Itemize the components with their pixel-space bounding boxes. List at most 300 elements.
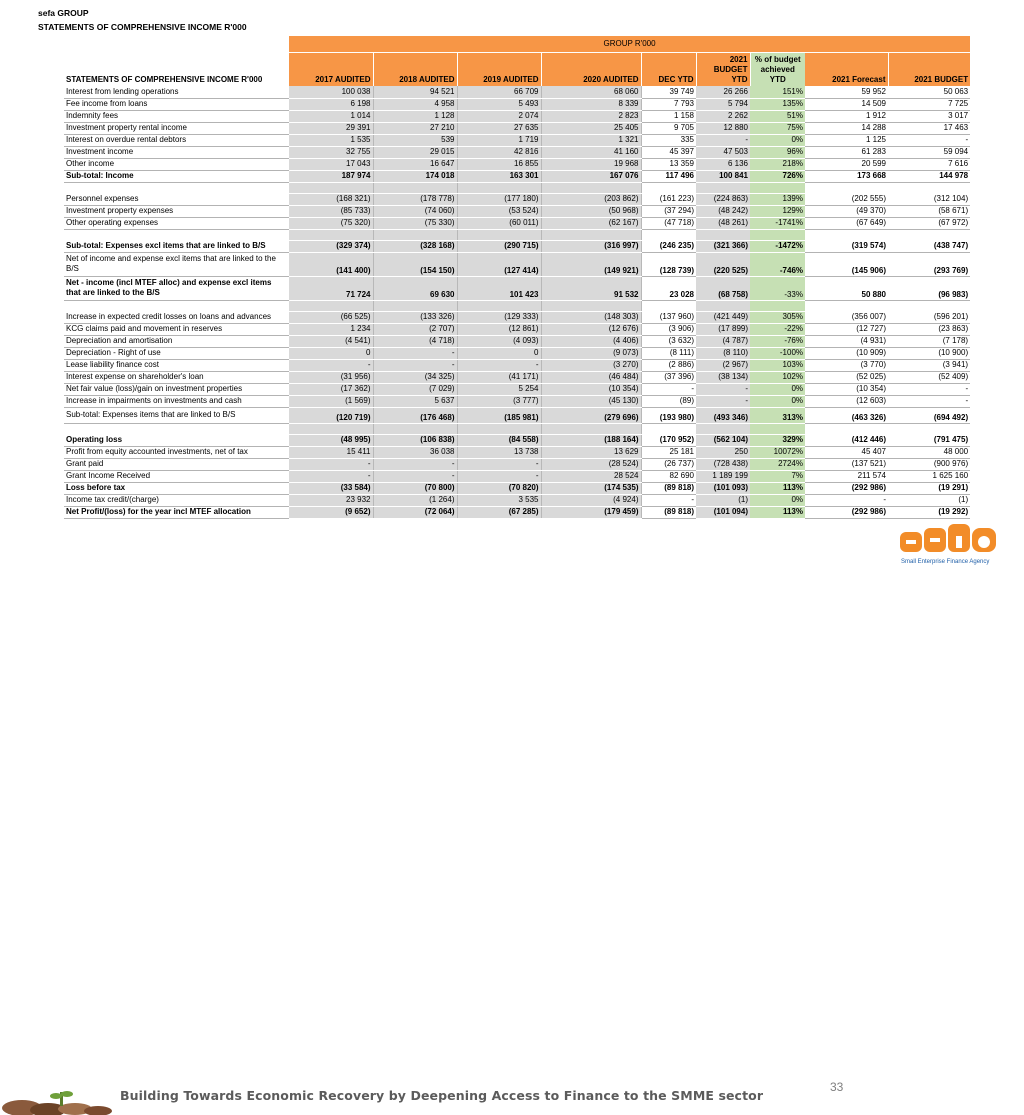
val-pct-budget: 75% [750, 122, 805, 134]
table-row [64, 311, 970, 323]
row-label: Grant Income Received [64, 470, 289, 482]
val-budget-ytd: 100 841 [696, 170, 750, 182]
val-2017: (9 652) [289, 506, 373, 518]
val-2017: (168 321) [289, 193, 373, 205]
val-forecast: (67 649) [805, 217, 888, 229]
row-label: Investment property expenses [64, 205, 289, 217]
val-pct-budget: 313% [750, 407, 805, 423]
val-2020: (62 167) [541, 217, 641, 229]
val-budget: (596 201) [888, 311, 970, 323]
income-statement-table [64, 36, 970, 519]
val-2017: 71 724 [289, 276, 373, 300]
val-pct-budget: 96% [750, 146, 805, 158]
row-label: Profit from equity accounted investments, net of tax [64, 446, 289, 458]
val-2018: (176 468) [373, 407, 457, 423]
val-forecast: (12 603) [805, 395, 888, 407]
val-budget: (96 983) [888, 276, 970, 300]
val-2018: 174 018 [373, 170, 457, 182]
table-row [64, 371, 970, 383]
val-forecast: (145 906) [805, 252, 888, 276]
val-pct-budget: 0% [750, 134, 805, 146]
val-2019: 5 493 [457, 98, 541, 110]
hands-image [0, 1088, 118, 1115]
val-2019: (12 861) [457, 323, 541, 335]
val-2019: (53 524) [457, 205, 541, 217]
val-budget: (438 747) [888, 240, 970, 252]
val-forecast: (10 354) [805, 383, 888, 395]
val-2017: 17 043 [289, 158, 373, 170]
val-budget-ytd: (101 093) [696, 482, 750, 494]
val-dec-ytd: (170 952) [641, 434, 696, 446]
val-budget: (58 671) [888, 205, 970, 217]
val-budget-ytd: (17 899) [696, 323, 750, 335]
val-forecast: (12 727) [805, 323, 888, 335]
val-2017: (4 541) [289, 335, 373, 347]
val-2018: 1 128 [373, 110, 457, 122]
table-row [64, 170, 970, 182]
table-row [64, 134, 970, 146]
val-dec-ytd: (89 818) [641, 506, 696, 518]
row-label: Net fair value (loss)/gain on investment properties [64, 383, 289, 395]
val-budget: (67 972) [888, 217, 970, 229]
val-2018: (74 060) [373, 205, 457, 217]
table-row [64, 240, 970, 252]
val-2017: 1 234 [289, 323, 373, 335]
val-2020: (188 164) [541, 434, 641, 446]
val-2019: - [457, 458, 541, 470]
table-row [64, 122, 970, 134]
val-budget: 7 616 [888, 158, 970, 170]
spacer-row [64, 182, 970, 193]
col-header-2019: 2019 AUDITED [457, 52, 541, 86]
val-2017: (33 584) [289, 482, 373, 494]
table-row [64, 146, 970, 158]
col-header-pct-budget: % of budget achieved YTD [750, 52, 805, 86]
val-forecast: 59 952 [805, 86, 888, 98]
val-2019: (41 171) [457, 371, 541, 383]
val-pct-budget: 103% [750, 359, 805, 371]
table-row [64, 359, 970, 371]
val-forecast: (463 326) [805, 407, 888, 423]
val-2018: 69 630 [373, 276, 457, 300]
val-2020: (4 924) [541, 494, 641, 506]
val-budget: 3 017 [888, 110, 970, 122]
val-pct-budget: 2724% [750, 458, 805, 470]
val-2018: - [373, 458, 457, 470]
val-2020: (46 484) [541, 371, 641, 383]
val-2018: (1 264) [373, 494, 457, 506]
val-budget-ytd: (4 787) [696, 335, 750, 347]
val-budget: 7 725 [888, 98, 970, 110]
val-2020: 1 321 [541, 134, 641, 146]
col-header-budget-ytd: 2021 BUDGET YTD [696, 52, 750, 86]
row-label: KCG claims paid and movement in reserves [64, 323, 289, 335]
val-budget: 144 978 [888, 170, 970, 182]
val-forecast: 1 912 [805, 110, 888, 122]
column-header-row [64, 52, 970, 86]
row-label: Indemnity fees [64, 110, 289, 122]
val-forecast: 45 407 [805, 446, 888, 458]
val-2019: 101 423 [457, 276, 541, 300]
table-row [64, 383, 970, 395]
val-2019: 2 074 [457, 110, 541, 122]
val-pct-budget: 113% [750, 482, 805, 494]
val-budget: (52 409) [888, 371, 970, 383]
row-label: Sub-total: Expenses items that are linked to B/S [64, 407, 289, 423]
val-dec-ytd: - [641, 494, 696, 506]
val-dec-ytd: (128 739) [641, 252, 696, 276]
val-2018: 16 647 [373, 158, 457, 170]
val-dec-ytd: (89) [641, 395, 696, 407]
val-pct-budget: 135% [750, 98, 805, 110]
val-2019: 5 254 [457, 383, 541, 395]
table-row [64, 335, 970, 347]
val-2019: - [457, 470, 541, 482]
val-budget-ytd: 1 189 199 [696, 470, 750, 482]
val-forecast: 211 574 [805, 470, 888, 482]
val-2017: - [289, 359, 373, 371]
val-2020: (12 676) [541, 323, 641, 335]
val-pct-budget: -100% [750, 347, 805, 359]
val-2018: (154 150) [373, 252, 457, 276]
val-2017: (120 719) [289, 407, 373, 423]
table-row [64, 252, 970, 276]
val-budget-ytd: 2 262 [696, 110, 750, 122]
val-2020: (149 921) [541, 252, 641, 276]
val-2019: 3 535 [457, 494, 541, 506]
val-dec-ytd: (26 737) [641, 458, 696, 470]
val-2017: (1 569) [289, 395, 373, 407]
val-dec-ytd: (89 818) [641, 482, 696, 494]
row-label: Lease liability finance cost [64, 359, 289, 371]
val-2020: 2 823 [541, 110, 641, 122]
table-row [64, 98, 970, 110]
val-2019: 16 855 [457, 158, 541, 170]
val-forecast: (49 370) [805, 205, 888, 217]
val-forecast: 1 125 [805, 134, 888, 146]
val-2020: (203 862) [541, 193, 641, 205]
col-header-2017: 2017 AUDITED [289, 52, 373, 86]
val-2018: (34 325) [373, 371, 457, 383]
val-2017: - [289, 470, 373, 482]
table-row [64, 470, 970, 482]
val-budget: (1) [888, 494, 970, 506]
val-budget: (312 104) [888, 193, 970, 205]
val-2018: - [373, 359, 457, 371]
val-2018: 36 038 [373, 446, 457, 458]
val-budget: - [888, 134, 970, 146]
val-budget: 1 625 160 [888, 470, 970, 482]
val-dec-ytd: 117 496 [641, 170, 696, 182]
row-label: Increase in expected credit losses on loans and advances [64, 311, 289, 323]
col-header-2018: 2018 AUDITED [373, 52, 457, 86]
val-2020: (28 524) [541, 458, 641, 470]
val-2017: 1 014 [289, 110, 373, 122]
val-2017: 32 755 [289, 146, 373, 158]
val-pct-budget: 129% [750, 205, 805, 217]
table-row [64, 205, 970, 217]
val-2020: (179 459) [541, 506, 641, 518]
val-2019: (3 777) [457, 395, 541, 407]
val-2019: (84 558) [457, 434, 541, 446]
val-dec-ytd: (2 886) [641, 359, 696, 371]
val-2017: 187 974 [289, 170, 373, 182]
val-2020: 68 060 [541, 86, 641, 98]
val-dec-ytd: 82 690 [641, 470, 696, 482]
val-2019: (70 820) [457, 482, 541, 494]
row-label: Fee income from loans [64, 98, 289, 110]
statement-title: STATEMENTS OF COMPREHENSIVE INCOME R'000 [38, 22, 247, 32]
val-pct-budget: 102% [750, 371, 805, 383]
val-pct-budget: 0% [750, 494, 805, 506]
table-row [64, 276, 970, 300]
val-2019: 42 816 [457, 146, 541, 158]
page-number: 33 [830, 1080, 844, 1094]
val-pct-budget: -22% [750, 323, 805, 335]
val-budget-ytd: 26 266 [696, 86, 750, 98]
val-dec-ytd: (47 718) [641, 217, 696, 229]
val-forecast: 61 283 [805, 146, 888, 158]
table-row [64, 395, 970, 407]
val-budget-ytd: 47 503 [696, 146, 750, 158]
val-2020: 8 339 [541, 98, 641, 110]
val-2019: (129 333) [457, 311, 541, 323]
val-dec-ytd: 45 397 [641, 146, 696, 158]
val-budget-ytd: (1) [696, 494, 750, 506]
val-2020: (45 130) [541, 395, 641, 407]
row-label: Personnel expenses [64, 193, 289, 205]
val-2019: (67 285) [457, 506, 541, 518]
val-budget: (19 291) [888, 482, 970, 494]
row-label: Sub-total: Income [64, 170, 289, 182]
val-budget-ytd: 5 794 [696, 98, 750, 110]
val-2018: (4 718) [373, 335, 457, 347]
val-budget: (3 941) [888, 359, 970, 371]
val-pct-budget: 305% [750, 311, 805, 323]
val-2020: (174 535) [541, 482, 641, 494]
val-budget: - [888, 383, 970, 395]
val-2018: (70 800) [373, 482, 457, 494]
val-budget-ytd: (728 438) [696, 458, 750, 470]
val-2018: 29 015 [373, 146, 457, 158]
company-name: sefa GROUP [38, 8, 89, 18]
table-row [64, 482, 970, 494]
val-budget-ytd: 6 136 [696, 158, 750, 170]
val-forecast: (202 555) [805, 193, 888, 205]
val-budget: (694 492) [888, 407, 970, 423]
val-budget: (900 976) [888, 458, 970, 470]
val-budget: - [888, 395, 970, 407]
row-label: Loss before tax [64, 482, 289, 494]
val-budget-ytd: - [696, 383, 750, 395]
val-2018: (7 029) [373, 383, 457, 395]
val-budget: 59 094 [888, 146, 970, 158]
val-budget-ytd: (38 134) [696, 371, 750, 383]
val-budget: (791 475) [888, 434, 970, 446]
row-label: Investment property rental income [64, 122, 289, 134]
val-2020: 91 532 [541, 276, 641, 300]
table-row [64, 323, 970, 335]
table-row [64, 110, 970, 122]
val-budget-ytd: 250 [696, 446, 750, 458]
row-label: Investment income [64, 146, 289, 158]
val-2020: 41 160 [541, 146, 641, 158]
val-2020: (10 354) [541, 383, 641, 395]
val-2018: (178 778) [373, 193, 457, 205]
val-pct-budget: 329% [750, 434, 805, 446]
row-label: Net - income (incl MTEF alloc) and expense excl items that are linked to the B/S [64, 276, 289, 300]
val-2017: (17 362) [289, 383, 373, 395]
val-2019: (177 180) [457, 193, 541, 205]
group-header: GROUP R'000 [289, 36, 970, 52]
val-pct-budget: 0% [750, 395, 805, 407]
val-2019: (4 093) [457, 335, 541, 347]
group-header-row [64, 36, 970, 52]
row-label: Net of income and expense excl items that are linked to the B/S [64, 252, 289, 276]
row-label: Net Profit/(loss) for the year incl MTEF allocation [64, 506, 289, 518]
val-forecast: 173 668 [805, 170, 888, 182]
val-dec-ytd: - [641, 383, 696, 395]
val-budget: (23 863) [888, 323, 970, 335]
val-forecast: - [805, 494, 888, 506]
val-dec-ytd: (3 632) [641, 335, 696, 347]
val-2020: (3 270) [541, 359, 641, 371]
val-forecast: (4 931) [805, 335, 888, 347]
val-forecast: (319 574) [805, 240, 888, 252]
val-2020: 28 524 [541, 470, 641, 482]
val-2019: 163 301 [457, 170, 541, 182]
val-2017: - [289, 458, 373, 470]
val-2017: (31 956) [289, 371, 373, 383]
val-2017: 6 198 [289, 98, 373, 110]
val-budget-ytd: (220 525) [696, 252, 750, 276]
val-forecast: 14 288 [805, 122, 888, 134]
footer-tagline: Building Towards Economic Recovery by Deepening Access to Finance to the SMME sector [120, 1088, 764, 1103]
val-pct-budget: 10072% [750, 446, 805, 458]
val-2019: 1 719 [457, 134, 541, 146]
val-pct-budget: -1741% [750, 217, 805, 229]
val-2020: (279 696) [541, 407, 641, 423]
val-dec-ytd: 9 705 [641, 122, 696, 134]
val-pct-budget: -1472% [750, 240, 805, 252]
val-forecast: 50 880 [805, 276, 888, 300]
table-row [64, 494, 970, 506]
val-2017: (48 995) [289, 434, 373, 446]
val-2020: (148 303) [541, 311, 641, 323]
val-budget-ytd: 12 880 [696, 122, 750, 134]
val-2017: (85 733) [289, 205, 373, 217]
val-budget-ytd: - [696, 134, 750, 146]
val-dec-ytd: 23 028 [641, 276, 696, 300]
footer-banner [0, 540, 1024, 1103]
val-2019: 0 [457, 347, 541, 359]
val-pct-budget: -746% [750, 252, 805, 276]
logo-subtext: Small Enterprise Finance Agency [901, 559, 990, 565]
row-label-header: STATEMENTS OF COMPREHENSIVE INCOME R'000 [66, 75, 263, 84]
row-label: Depreciation and amortisation [64, 335, 289, 347]
val-forecast: (356 007) [805, 311, 888, 323]
val-2020: 167 076 [541, 170, 641, 182]
val-dec-ytd: (37 294) [641, 205, 696, 217]
val-2018: - [373, 470, 457, 482]
val-budget-ytd: (101 094) [696, 506, 750, 518]
row-label: Depreciation - Right of use [64, 347, 289, 359]
val-2018: 539 [373, 134, 457, 146]
val-2020: (316 997) [541, 240, 641, 252]
val-2018: (106 838) [373, 434, 457, 446]
val-pct-budget: 218% [750, 158, 805, 170]
val-pct-budget: 7% [750, 470, 805, 482]
spacer-row [64, 300, 970, 311]
row-label: Income tax credit/(charge) [64, 494, 289, 506]
sefa-logo [896, 518, 1000, 558]
val-2020: (50 968) [541, 205, 641, 217]
table-row [64, 158, 970, 170]
val-2018: - [373, 347, 457, 359]
val-2019: 13 738 [457, 446, 541, 458]
val-2017: (75 320) [289, 217, 373, 229]
val-budget-ytd: (224 863) [696, 193, 750, 205]
row-label: Other operating expenses [64, 217, 289, 229]
val-budget-ytd: (48 242) [696, 205, 750, 217]
val-forecast: (137 521) [805, 458, 888, 470]
val-pct-budget: 151% [750, 86, 805, 98]
val-2018: 27 210 [373, 122, 457, 134]
table-row [64, 193, 970, 205]
table-row [64, 347, 970, 359]
val-forecast: (52 025) [805, 371, 888, 383]
val-pct-budget: -76% [750, 335, 805, 347]
val-2020: (9 073) [541, 347, 641, 359]
val-forecast: (10 909) [805, 347, 888, 359]
val-dec-ytd: (8 111) [641, 347, 696, 359]
val-2019: (60 011) [457, 217, 541, 229]
val-2017: (329 374) [289, 240, 373, 252]
val-pct-budget: 0% [750, 383, 805, 395]
val-forecast: (3 770) [805, 359, 888, 371]
spacer-row [64, 229, 970, 240]
val-budget-ytd: (68 758) [696, 276, 750, 300]
val-budget-ytd: (421 449) [696, 311, 750, 323]
val-2019: (290 715) [457, 240, 541, 252]
spacer-row [64, 423, 970, 434]
val-budget-ytd: (321 366) [696, 240, 750, 252]
val-pct-budget: 113% [750, 506, 805, 518]
val-2017: 29 391 [289, 122, 373, 134]
val-2019: (127 414) [457, 252, 541, 276]
val-2018: (72 064) [373, 506, 457, 518]
val-budget-ytd: - [696, 395, 750, 407]
table-row [64, 217, 970, 229]
val-forecast: 14 509 [805, 98, 888, 110]
val-budget-ytd: (562 104) [696, 434, 750, 446]
col-header-dec-ytd: DEC YTD [641, 52, 696, 86]
val-2018: (2 707) [373, 323, 457, 335]
row-label: Other income [64, 158, 289, 170]
val-forecast: 20 599 [805, 158, 888, 170]
val-2017: 23 932 [289, 494, 373, 506]
val-2020: (4 406) [541, 335, 641, 347]
val-budget-ytd: (2 967) [696, 359, 750, 371]
row-label: Interest from lending operations [64, 86, 289, 98]
val-budget-ytd: (493 346) [696, 407, 750, 423]
val-dec-ytd: (37 396) [641, 371, 696, 383]
val-2020: 19 968 [541, 158, 641, 170]
val-2017: (66 525) [289, 311, 373, 323]
val-budget: (7 178) [888, 335, 970, 347]
row-label: Sub-total: Expenses excl items that are linked to B/S [64, 240, 289, 252]
row-label: Grant paid [64, 458, 289, 470]
